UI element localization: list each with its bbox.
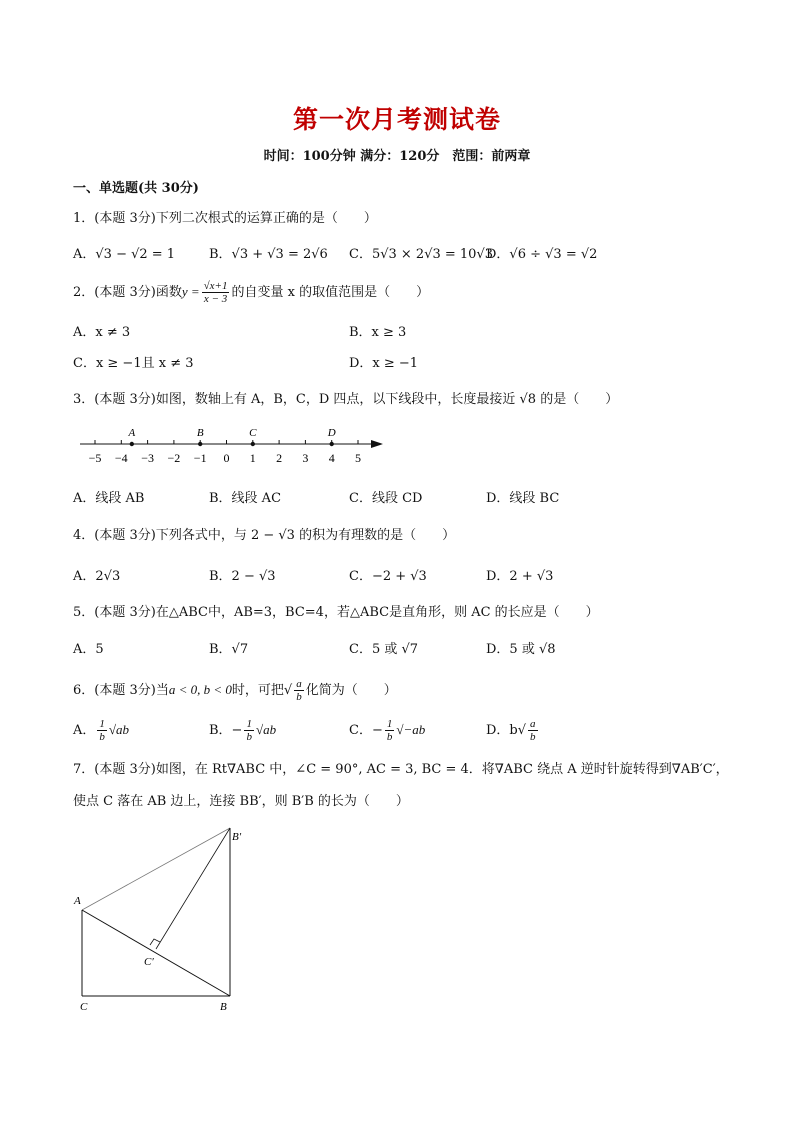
number-line-tick-label: −4 bbox=[114, 451, 128, 465]
number-line-point-label-a: A bbox=[128, 427, 136, 439]
question-2-stem bbox=[73, 280, 429, 305]
label-c-prime: C′ bbox=[144, 956, 154, 968]
q6-option-c: C．− $\frac{1}{b}$ √−ab bbox=[349, 718, 426, 743]
label-a: A bbox=[74, 895, 81, 907]
label-c: C bbox=[80, 1001, 88, 1013]
q2-option-a: A．x ≠ 3 bbox=[73, 325, 131, 340]
q5-option-d: D．5 或 √8 bbox=[486, 642, 556, 657]
q2-option-d: D．x ≥ −1 bbox=[349, 356, 419, 371]
number-line-tick-label: −2 bbox=[167, 451, 181, 465]
q6-stem-mid: 时，可把 bbox=[231, 683, 284, 698]
q2-fraction bbox=[202, 280, 230, 305]
number-line-figure bbox=[75, 420, 395, 470]
question-4-stem: 4．(本题 3分)下列各式中，与 2 − √3 的积为有理数的是（ ） bbox=[73, 528, 456, 543]
number-line-tick-label: 3 bbox=[302, 451, 309, 465]
question-6-stem: 6．(本题 3分)当a < 0, b < 0时，可把√ $\frac{a}{b}$ 化简为（ ） bbox=[73, 678, 397, 703]
q2-option-c: C．x ≥ −1且 x ≠ 3 bbox=[73, 356, 194, 371]
label-b: B bbox=[220, 1001, 227, 1013]
q4-option-d: D．2 + √3 bbox=[486, 569, 554, 584]
number-line-tick-label: −1 bbox=[193, 451, 207, 465]
section-heading: 一、单选题(共 30分) bbox=[73, 181, 199, 196]
q3-option-b: B．线段 AC bbox=[209, 491, 282, 506]
segment-ab bbox=[82, 910, 230, 996]
q2-stem-suffix: 的自变量 x 的取值范围是（ ） bbox=[231, 285, 430, 300]
number-line-point-b bbox=[198, 442, 202, 446]
q6-option-b: B．− $\frac{1}{b}$ √ab bbox=[209, 718, 277, 743]
question-7-stem-line1: 7．(本题 3分)如图，在 Rt∇ABC 中，∠C = 90°, AC = 3, BC = 4．将∇ABC 绕点 A 逆时针旋转得到∇AB′C′， bbox=[73, 762, 729, 777]
q4-option-b: B．2 − √3 bbox=[209, 569, 276, 584]
q3-option-a: A．线段 AB bbox=[73, 491, 145, 506]
q5-option-c: C．5 或 √7 bbox=[349, 642, 419, 657]
q5-option-b: B．√7 bbox=[209, 642, 249, 657]
q6-fraction-numerator: a bbox=[296, 678, 302, 690]
number-line-point-d bbox=[330, 442, 334, 446]
page-title: 第一次月考测试卷 bbox=[292, 105, 501, 134]
q6-option-a: A． $\frac{1}{b}$ √ab bbox=[73, 718, 130, 743]
number-line-point-label-c: C bbox=[249, 427, 257, 439]
q3-option-c: C．线段 CD bbox=[349, 491, 423, 506]
q2-fraction-numerator: √x+1 bbox=[203, 280, 228, 292]
q2-fraction-denominator: x − 3 bbox=[203, 293, 228, 305]
rotation-triangle-figure bbox=[70, 818, 260, 1018]
number-line-point-label-b: B bbox=[196, 427, 204, 439]
q4-option-c: C．−2 + √3 bbox=[349, 569, 427, 584]
q5-option-a: A．5 bbox=[73, 642, 104, 657]
right-angle-mark bbox=[150, 939, 160, 945]
q6-fraction bbox=[294, 678, 304, 703]
q6-condition: a < 0, b < 0 bbox=[168, 682, 232, 697]
question-3-stem: 3．(本题 3分)如图，数轴上有 A，B，C，D 四点，以下线段中，长度最接近 √8 的是（ ） bbox=[73, 392, 619, 407]
question-1-stem: 1．(本题 3分)下列二次根式的运算正确的是（ ） bbox=[73, 211, 377, 226]
q3-option-d: D．线段 BC bbox=[486, 491, 560, 506]
q2-option-b: B．x ≥ 3 bbox=[349, 325, 407, 340]
number-line-arrow bbox=[371, 440, 383, 448]
question-7-stem-line2: 使点 C 落在 AB 边上，连接 BB′，则 B′B 的长为（ ） bbox=[73, 794, 409, 809]
number-line-tick-label: −3 bbox=[141, 451, 154, 465]
number-line-tick-label: 2 bbox=[276, 451, 283, 465]
q6-option-d: D．b√ $\frac{a}{b}$ bbox=[486, 718, 536, 743]
segment-ab-prime bbox=[82, 828, 230, 910]
q1-option-d: D．√6 ÷ √3 = √2 bbox=[486, 247, 598, 262]
number-line-tick-label: 5 bbox=[355, 451, 361, 465]
label-b-prime: B′ bbox=[232, 831, 242, 843]
q6-fraction-denominator: b bbox=[296, 691, 302, 703]
q2-stem-prefix: 2．(本题 3分)函数 bbox=[73, 285, 182, 300]
q1-option-c: C．5√3 × 2√3 = 10√3 bbox=[349, 247, 494, 262]
segment-b-prime-c-prime bbox=[156, 828, 230, 949]
q6-stem-suffix: 化简为（ ） bbox=[305, 683, 397, 698]
number-line-point-a bbox=[130, 442, 134, 446]
q2-expr-lhs: y = bbox=[181, 284, 200, 299]
exam-info: 时间：100分钟 满分：120分 范围：前两章 bbox=[263, 149, 531, 164]
question-5-stem: 5．(本题 3分)在△ABC中，AB=3，BC=4，若△ABC是直角形，则 AC 的长应是（ ） bbox=[73, 605, 599, 620]
q4-option-a: A．2√3 bbox=[73, 569, 121, 584]
q1-option-a: A．√3 − √2 = 1 bbox=[73, 247, 176, 262]
number-line-point-c bbox=[251, 442, 255, 446]
q6-stem-prefix: 6．(本题 3分)当 bbox=[73, 683, 169, 698]
q1-option-b: B．√3 + √3 = 2√6 bbox=[209, 247, 328, 262]
number-line-tick-label: −5 bbox=[88, 451, 102, 465]
number-line-tick-label: 1 bbox=[249, 451, 256, 465]
number-line-tick-label: 4 bbox=[328, 451, 335, 465]
number-line-tick-label: 0 bbox=[223, 451, 230, 465]
number-line-point-label-d: D bbox=[327, 427, 336, 439]
